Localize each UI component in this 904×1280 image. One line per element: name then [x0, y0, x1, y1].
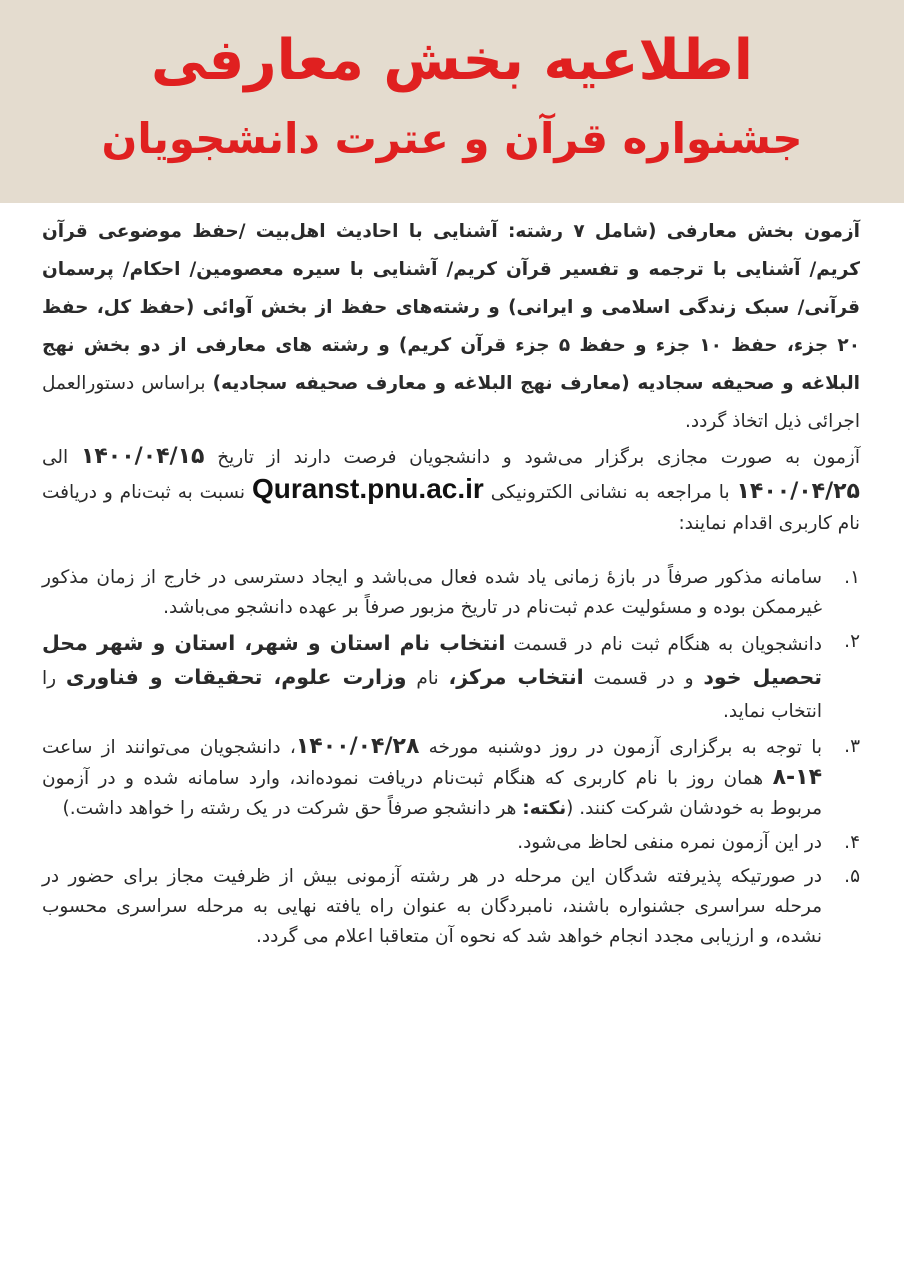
list-item-text: در صورتیکه پذیرفته شدگان این مرحله در هر رشته آزمونی بیش از ظرفیت مجاز برای حضور در مرحله سراسری جشنواره باشند، نامبردگان به عنوان راه یافته نهایی به مرحله سراسری محسوب نشده، و ارزیابی مجدد انجام خواهد شد که نحوه آن متعاقبا اعلام می گردد.: [42, 866, 822, 947]
registration-text-1: آزمون به صورت مجازی برگزار می‌شود و دانشجویان فرصت دارند از تاریخ: [204, 447, 861, 468]
list-item-text: [42, 627, 822, 728]
list-item: [42, 627, 860, 728]
item2-bold-3: وزارت علوم، تحقیقات و فناوری: [65, 665, 407, 689]
exam-hours: ۱۴-۸: [772, 765, 822, 790]
intro-normal-text: براساس دستورالعمل اجرائی ذیل اتخاذ گردد.: [42, 373, 860, 432]
item2-bold-2: انتخاب مرکز،: [448, 665, 584, 689]
instructions-list: [42, 563, 860, 952]
page-subtitle: جشنواره قرآن و عترت دانشجویان: [101, 114, 803, 163]
page-title: اطلاعیه بخش معارفی: [151, 28, 753, 93]
item2-text-3: نام: [406, 668, 449, 689]
list-item-number: ۴.: [844, 832, 860, 853]
registration-text-2: الی: [42, 447, 81, 468]
list-item-number: ۳.: [844, 736, 860, 757]
registration-text-3: با مراجعه به نشانی الکترونیکی: [483, 482, 737, 503]
registration-text-4: نسبت به ثبت‌نام و دریافت نام کاربری اقدام نمایند:: [42, 482, 860, 534]
list-item: [42, 732, 860, 824]
intro-paragraph: [42, 213, 860, 441]
registration-paragraph: [42, 441, 860, 539]
list-item: [42, 828, 860, 858]
item3-text-4: هر دانشجو صرفاً حق شرکت در یک رشته را خواهد داشت.): [62, 798, 523, 819]
list-item-text: در این آزمون نمره منفی لحاظ می‌شود.: [517, 832, 822, 853]
list-item-number: ۵.: [844, 866, 860, 887]
item2-text-4: را انتخاب نماید.: [42, 668, 822, 722]
list-item-text: [42, 732, 822, 824]
list-item-number: ۱.: [844, 567, 860, 588]
item2-bold-1: انتخاب نام استان و شهر، استان و شهر محل تحصیل خود: [42, 631, 822, 689]
list-item-text: سامانه مذکور صرفاً در بازهٔ زمانی یاد شده فعال می‌باشد و ایجاد دسترسی در خارج از زمان مذکور غیرممکن بوده و مسئولیت عدم ثبت‌نام در تاریخ مزبور صرفاً بر عهده دانشجو می‌باشد.: [42, 567, 822, 618]
list-item: [42, 862, 860, 952]
list-item-number: ۲.: [844, 631, 860, 652]
registration-end-date: ۱۴۰۰/۰۴/۲۵: [736, 479, 860, 504]
item3-text-3: همان روز با نام کاربری که هنگام ثبت‌نام دریافت نموده‌اند، وارد سامانه شده و در آزمون مربوط به خودشان شرکت کنند. (: [42, 768, 822, 819]
item3-text-1: با توجه به برگزاری آزمون در روز دوشنبه مورخه: [419, 737, 822, 758]
announcement-body: [0, 203, 904, 952]
registration-start-date: ۱۴۰۰/۰۴/۱۵: [80, 444, 205, 469]
item2-text-1: دانشجویان به هنگام ثبت نام در قسمت: [505, 634, 823, 655]
intro-bold-text: آزمون بخش معارفی (شامل ۷ رشته: آشنایی با احادیث اهل‌بیت /حفظ موضوعی قرآن کریم/ آشنایی با ترجمه و تفسیر قرآن کریم/ آشنایی با سیره معصومین/ احکام/ پرسمان قرآنی/ سبک زندگی اسلامی و ایرانی) و رشته‌های حفظ از بخش آوائی (حفظ کل، حفظ ۲۰ جزء، حفظ ۱۰ جزء و حفظ ۵ جزء قرآن کریم) و رشته های معارفی از دو بخش نهج البلاغه و صحیفه سجادیه (معارف نهج البلاغه و معارف صحیفه سجادیه): [42, 221, 860, 394]
exam-date: ۱۴۰۰/۰۴/۲۸: [295, 734, 420, 759]
note-label: نکته:: [522, 798, 567, 819]
item3-text-2: ، دانشجویان می‌توانند از ساعت: [42, 737, 296, 758]
header-banner: [0, 0, 904, 203]
list-item: [42, 563, 860, 623]
item2-text-2: و در قسمت: [583, 668, 704, 689]
registration-url-link[interactable]: Quranst.pnu.ac.ir: [251, 473, 484, 504]
